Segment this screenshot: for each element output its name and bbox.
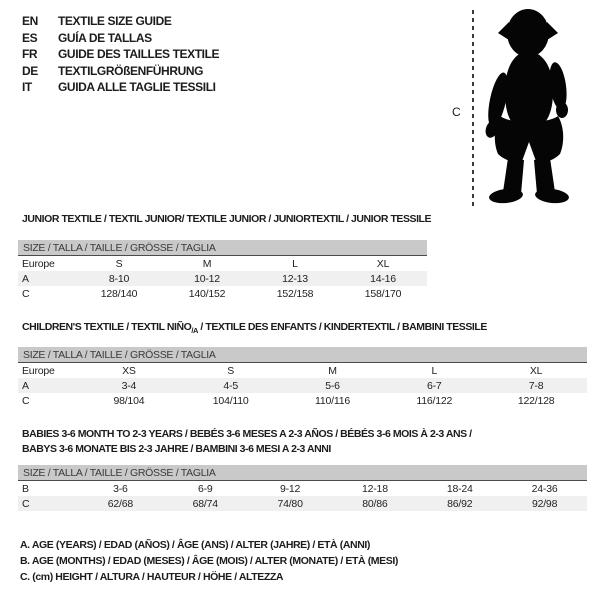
age-cell: 24-36 [531, 482, 558, 495]
lang-label: TEXTILE SIZE GUIDE [58, 14, 172, 28]
age-cell: 6-9 [197, 482, 213, 495]
table-row [18, 378, 587, 393]
lang-code: ES [22, 30, 38, 45]
age-cell: 3-6 [113, 482, 128, 495]
row-label: Europe [22, 364, 55, 377]
height-cell: 110/116 [314, 394, 350, 407]
babies-size-table [18, 465, 587, 511]
size-cell: L [431, 364, 438, 377]
children-size-table [18, 347, 587, 408]
height-cell: 122/128 [517, 394, 555, 407]
note-age-years: A. AGE (YEARS) / EDAD (AÑOS) / ÂGE (ANS) / ALTER (JAHRE) / ETÀ (ANNI) [20, 539, 371, 551]
height-cell: 158/170 [364, 287, 402, 300]
table-row [18, 496, 587, 511]
height-measure-dashed-line [472, 10, 474, 206]
note-height: C. (cm) HEIGHT / ALTURA / HAUTEUR / HÖHE / ALTEZZA [20, 571, 284, 583]
height-cell: 128/140 [100, 287, 138, 300]
size-cell: XS [122, 364, 136, 377]
height-cell: 152/158 [276, 287, 314, 300]
size-header-bar: SIZE / TALLA / TAILLE / GRÖSSE / TAGLIA [18, 347, 587, 363]
age-cell: 9-12 [279, 482, 301, 495]
size-cell: M [328, 364, 337, 377]
age-cell: 6-7 [427, 379, 442, 392]
age-cell: 12-18 [361, 482, 388, 495]
age-cell: 4-5 [223, 379, 238, 392]
lang-code: IT [22, 80, 32, 95]
height-cell: 140/152 [188, 287, 226, 300]
height-cell: 104/110 [212, 394, 249, 407]
height-measure-label: C [452, 105, 461, 119]
height-cell: 98/104 [113, 394, 145, 407]
lang-row-de [22, 63, 219, 80]
table-row [18, 271, 427, 286]
table-row [18, 393, 587, 408]
height-cell: 62/68 [107, 497, 134, 510]
age-cell: 5-6 [325, 379, 340, 392]
lang-row-en [22, 13, 219, 30]
children-title-post: / TEXTILE DES ENFANTS / KINDERTEXTIL / BAMBINI TESSILE [197, 321, 487, 333]
lang-label: GUIDA ALLE TAGLIE TESSILI [58, 80, 216, 95]
size-header-bar: SIZE / TALLA / TAILLE / GRÖSSE / TAGLIA [18, 240, 427, 256]
height-cell: 68/74 [192, 497, 218, 510]
age-cell: 8-10 [108, 272, 130, 285]
table-row [18, 256, 427, 271]
age-cell: 3-4 [121, 379, 137, 392]
lang-row-es [22, 30, 219, 47]
height-cell: 86/92 [447, 497, 473, 510]
age-cell: 12-13 [282, 272, 308, 285]
babies-table-title [22, 427, 472, 457]
legend-notes [20, 537, 398, 585]
lang-label: GUÍA DE TALLAS [58, 30, 152, 45]
size-cell: XL [529, 364, 543, 377]
row-label: A [22, 272, 29, 285]
size-cell: S [115, 257, 123, 270]
table-row [18, 481, 587, 496]
row-label: A [22, 379, 29, 392]
babies-title-line1: BABIES 3-6 MONTH TO 2-3 YEARS / BEBÉS 3-6 MESES A 2-3 AÑOS / BÉBÉS 3-6 MOIS À 2-3 ANS / [22, 428, 472, 440]
note-age-months: B. AGE (MONTHS) / EDAD (MESES) / ÂGE (MOIS) / ALTER (MONATE) / ETÀ (MESI) [20, 555, 398, 567]
children-title-sub: /A [191, 326, 198, 336]
row-label: C [22, 394, 30, 407]
row-label: C [22, 497, 30, 510]
size-cell: S [227, 364, 235, 377]
language-title-list [22, 13, 219, 96]
children-title-pre: CHILDREN'S TEXTILE / TEXTIL NIÑO [22, 321, 192, 333]
lang-code: DE [22, 63, 38, 78]
row-label: C [22, 287, 30, 300]
size-cell: XL [376, 257, 390, 270]
lang-row-it [22, 79, 219, 96]
babies-title-line2: BABYS 3-6 MONATE BIS 2-3 JAHRE / BAMBINI 3-6 MESI A 2-3 ANNI [22, 443, 331, 455]
height-cell: 80/86 [362, 497, 388, 510]
age-cell: 10-12 [194, 272, 220, 285]
junior-size-table [18, 240, 427, 301]
lang-code: EN [22, 14, 38, 28]
junior-table-title: JUNIOR TEXTILE / TEXTIL JUNIOR/ TEXTILE JUNIOR / JUNIORTEXTIL / JUNIOR TESSILE [22, 213, 432, 225]
baby-silhouette-icon [478, 8, 580, 206]
size-header-bar: SIZE / TALLA / TAILLE / GRÖSSE / TAGLIA [18, 465, 587, 481]
size-cell: L [292, 257, 298, 270]
lang-label: GUIDE DES TAILLES TEXTILE [58, 47, 220, 62]
height-cell: 116/122 [416, 394, 453, 407]
lang-row-fr [22, 46, 219, 63]
height-cell: 92/98 [531, 497, 558, 510]
table-row [18, 363, 587, 378]
age-cell: 14-16 [370, 272, 396, 285]
table-row [18, 286, 427, 301]
age-cell: 7-8 [528, 379, 544, 392]
row-label: Europe [22, 257, 55, 270]
age-cell: 18-24 [446, 482, 473, 495]
height-cell: 74/80 [277, 497, 303, 510]
children-table-title [22, 320, 487, 338]
lang-code: FR [22, 47, 38, 62]
size-cell: M [202, 257, 212, 270]
row-label: B [22, 482, 29, 495]
lang-label: TEXTILGRÖßENFÜHRUNG [58, 63, 204, 78]
